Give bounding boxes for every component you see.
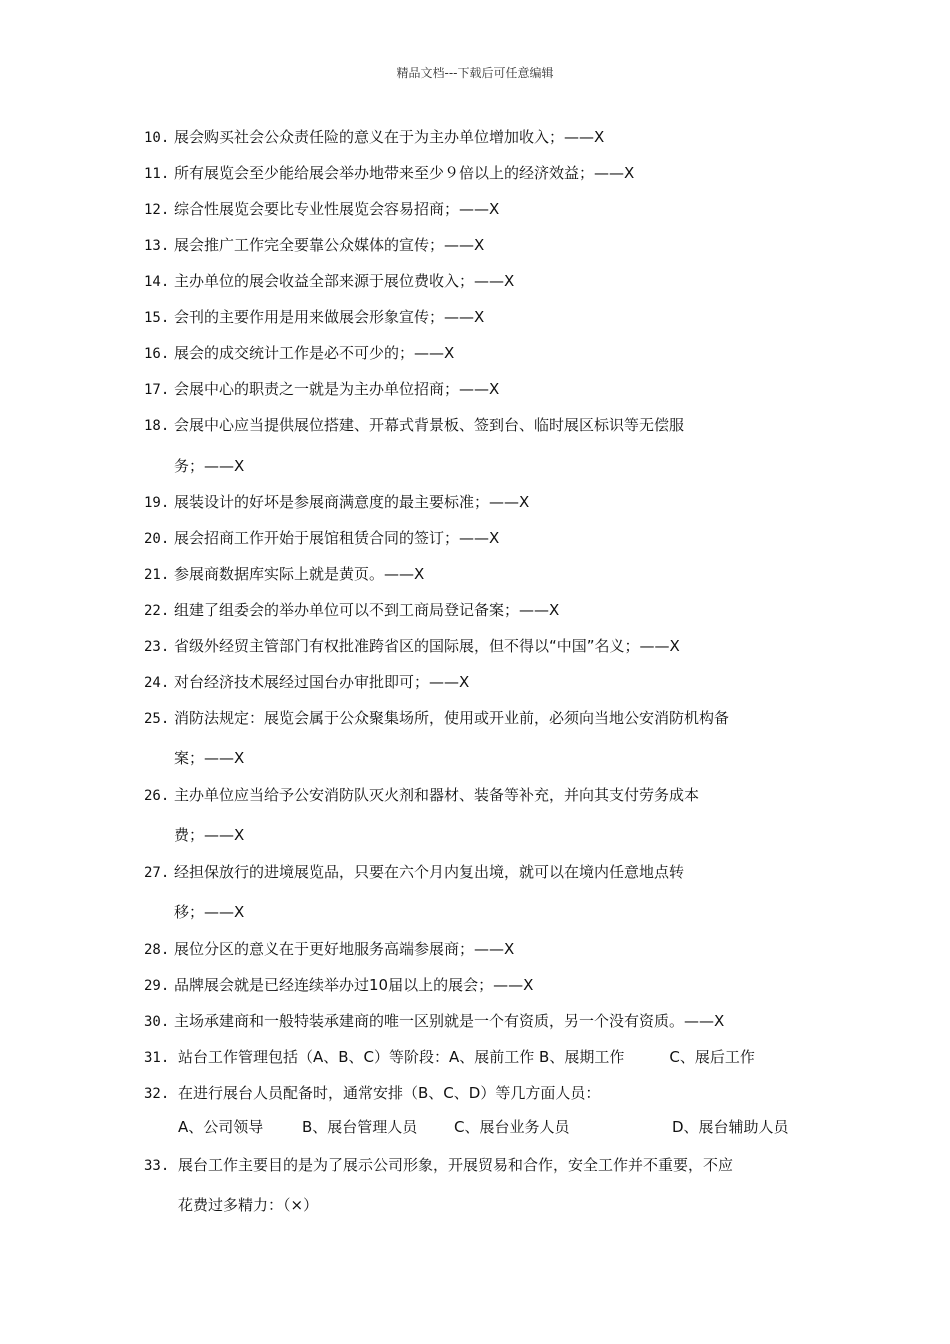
list-item: [144, 492, 529, 512]
item-number: 26.: [144, 788, 170, 804]
item-text: 组建了组委会的举办单位可以不到工商局登记备案；——X: [174, 601, 560, 619]
page-header: 精品文档---下载后可任意编辑: [396, 66, 554, 80]
list-item: [144, 1011, 724, 1031]
item-text: 会展中心应当提供展位搭建、开幕式背景板、签到台、临时展区标识等无偿服: [174, 416, 685, 434]
list-item: [144, 939, 514, 959]
item-text: 展位分区的意义在于更好地服务高端参展商；——X: [174, 940, 515, 958]
item-text: 展台工作主要目的是为了展示公司形象，开展贸易和合作，安全工作并不重要，不应: [178, 1156, 734, 1174]
item-number: 29.: [144, 978, 170, 994]
item-continuation: 移；——X: [174, 903, 245, 921]
item-text: 省级外经贸主管部门有权批准跨省区的国际展，但不得以“中国”名义；——X: [174, 637, 680, 655]
item-text: 参展商数据库实际上就是黄页。——X: [174, 565, 425, 583]
item-text: 展装设计的好坏是参展商满意度的最主要标准；——X: [174, 493, 530, 511]
item-number: 20.: [144, 531, 170, 547]
list-item: [144, 636, 680, 656]
item-continuation: 费；——X: [174, 826, 245, 844]
item-number: 28.: [144, 942, 170, 958]
item-number: 15.: [144, 310, 170, 326]
item-number: 13.: [144, 238, 170, 254]
list-item: [144, 862, 684, 882]
list-item: [144, 1083, 600, 1103]
list-item: [144, 1155, 733, 1175]
list-item: [144, 415, 684, 435]
item-number: 11.: [144, 166, 170, 182]
item-number: 33.: [144, 1158, 170, 1174]
item-text: 展会招商工作开始于展馆租赁合同的签订；——X: [174, 529, 500, 547]
item-text: 展会购买社会公众责任险的意义在于为主办单位增加收入；——X: [174, 128, 605, 146]
list-item: [144, 307, 484, 327]
item-number: 17.: [144, 382, 170, 398]
item-number: 24.: [144, 675, 170, 691]
list-item: [144, 271, 514, 291]
list-item: [144, 199, 499, 219]
list-item: [144, 600, 559, 620]
item-continuation: 务；——X: [174, 457, 245, 475]
item-number: 14.: [144, 274, 170, 290]
item-text: 站台工作管理包括（A、B、C）等阶段：A、展前工作 B、展期工作 C、展后工作: [178, 1048, 755, 1066]
item-text: 对台经济技术展经过国台办审批即可；——X: [174, 673, 470, 691]
list-item: [144, 163, 634, 183]
list-item: [144, 564, 424, 584]
item-text: 所有展览会至少能给展会举办地带来至少９倍以上的经济效益；——X: [174, 164, 635, 182]
item-text: 主办单位的展会收益全部来源于展位费收入；——X: [174, 272, 515, 290]
item-number: 23.: [144, 639, 170, 655]
item-text: 在进行展台人员配备时，通常安排（B、C、D）等几方面人员：: [178, 1084, 601, 1102]
option-a: A、公司领导: [178, 1118, 264, 1136]
list-item: [144, 672, 469, 692]
list-item: [144, 528, 499, 548]
option-d: D、展台辅助人员: [672, 1118, 789, 1136]
item-number: 32.: [144, 1086, 170, 1102]
item-number: 19.: [144, 495, 170, 511]
item-text: 综合性展览会要比专业性展览会容易招商；——X: [174, 200, 500, 218]
item-number: 18.: [144, 418, 170, 434]
list-item: [144, 379, 499, 399]
item-number: 30.: [144, 1014, 170, 1030]
list-item: [144, 975, 533, 995]
item-number: 25.: [144, 711, 170, 727]
item-text: 会刊的主要作用是用来做展会形象宣传；——X: [174, 308, 485, 326]
item-continuation: 案；——X: [174, 749, 245, 767]
options-row: [178, 1117, 818, 1137]
item-number: 21.: [144, 567, 170, 583]
option-c: C、展台业务人员: [454, 1118, 570, 1136]
item-text: 展会的成交统计工作是必不可少的；——X: [174, 344, 455, 362]
list-item: [144, 1047, 755, 1067]
item-number: 16.: [144, 346, 170, 362]
list-item: [144, 708, 729, 728]
item-text: 主场承建商和一般特装承建商的唯一区别就是一个有资质，另一个没有资质。——X: [174, 1012, 725, 1030]
list-item: [144, 343, 454, 363]
item-continuation: 花费过多精力：（×）: [178, 1196, 319, 1214]
item-text: 消防法规定：展览会属于公众聚集场所，使用或开业前，必须向当地公安消防机构备: [174, 709, 730, 727]
list-item: [144, 127, 604, 147]
item-number: 12.: [144, 202, 170, 218]
item-number: 27.: [144, 865, 170, 881]
item-number: 22.: [144, 603, 170, 619]
item-text: 品牌展会就是已经连续举办过10届以上的展会；——X: [174, 976, 534, 994]
item-number: 31.: [144, 1050, 170, 1066]
item-text: 展会推广工作完全要靠公众媒体的宣传；——X: [174, 236, 485, 254]
list-item: [144, 235, 484, 255]
item-text: 主办单位应当给予公安消防队灭火剂和器材、装备等补充，并向其支付劳务成本: [174, 786, 700, 804]
option-b: B、展台管理人员: [302, 1118, 418, 1136]
list-item: [144, 785, 699, 805]
item-number: 10.: [144, 130, 170, 146]
item-text: 经担保放行的进境展览品，只要在六个月内复出境，就可以在境内任意地点转: [174, 863, 685, 881]
item-text: 会展中心的职责之一就是为主办单位招商；——X: [174, 380, 500, 398]
